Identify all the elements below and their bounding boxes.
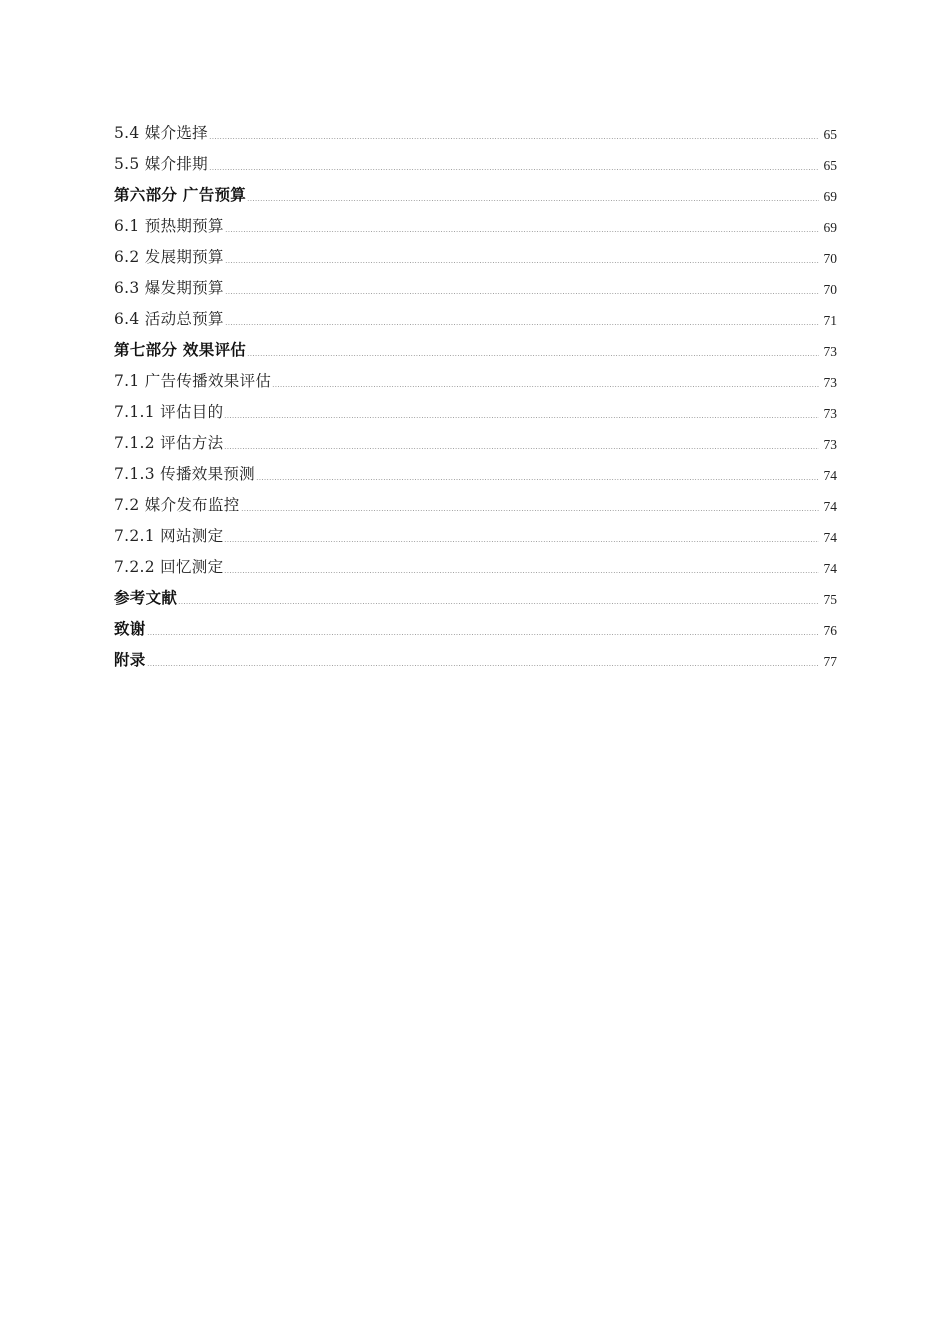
toc-entry-label: 7.2 媒介发布监控: [114, 496, 240, 514]
table-of-contents: [114, 115, 837, 673]
toc-entry-label: 7.1 广告传播效果评估: [114, 372, 272, 390]
toc-entry-label: 附录: [114, 651, 146, 669]
toc-entry[interactable]: [114, 239, 837, 270]
toc-page-number: 77: [823, 654, 837, 669]
toc-entry-label: 7.2.1 网站测定: [114, 527, 224, 545]
toc-entry[interactable]: [114, 363, 837, 394]
toc-entry[interactable]: [114, 487, 837, 518]
toc-entry-label: 7.2.2 回忆测定: [114, 558, 224, 576]
toc-entry-label: 7.1.2 评估方法: [114, 434, 224, 452]
toc-dot-leader: [225, 231, 819, 232]
toc-page-number: 69: [823, 220, 837, 235]
toc-entry-label: 5.4 媒介选择: [114, 124, 208, 142]
toc-page-number: 75: [823, 592, 837, 607]
toc-entry[interactable]: [114, 456, 837, 487]
toc-page-number: 70: [823, 251, 837, 266]
toc-entry-label: 7.1.3 传播效果预测: [114, 465, 255, 483]
toc-entry[interactable]: [114, 115, 837, 146]
toc-part-heading[interactable]: [114, 611, 837, 642]
toc-part-heading[interactable]: [114, 642, 837, 673]
toc-entry[interactable]: [114, 301, 837, 332]
toc-page-number: 73: [823, 375, 837, 390]
toc-entry[interactable]: [114, 518, 837, 549]
toc-entry[interactable]: [114, 146, 837, 177]
toc-page-number: 70: [823, 282, 837, 297]
toc-entry-label: 第七部分 效果评估: [114, 341, 247, 359]
toc-dot-leader: [272, 386, 819, 387]
toc-dot-leader: [256, 479, 819, 480]
toc-dot-leader: [241, 510, 819, 511]
toc-dot-leader: [224, 572, 819, 573]
toc-part-heading[interactable]: [114, 580, 837, 611]
toc-dot-leader: [225, 324, 819, 325]
toc-dot-leader: [225, 293, 819, 294]
toc-page-number: 65: [823, 158, 837, 173]
toc-page-number: 74: [823, 499, 837, 514]
toc-page-number: 73: [823, 406, 837, 421]
toc-dot-leader: [224, 417, 819, 418]
toc-entry[interactable]: [114, 270, 837, 301]
toc-entry-label: 致谢: [114, 620, 146, 638]
toc-entry[interactable]: [114, 425, 837, 456]
toc-page-number: 69: [823, 189, 837, 204]
toc-entry-label: 6.3 爆发期预算: [114, 279, 224, 297]
toc-part-heading[interactable]: [114, 177, 837, 208]
toc-entry-label: 6.4 活动总预算: [114, 310, 224, 328]
toc-entry[interactable]: [114, 208, 837, 239]
toc-dot-leader: [147, 634, 819, 635]
toc-dot-leader: [247, 355, 819, 356]
toc-entry-label: 6.2 发展期预算: [114, 248, 224, 266]
toc-dot-leader: [209, 138, 819, 139]
toc-dot-leader: [225, 262, 819, 263]
toc-entry[interactable]: [114, 549, 837, 580]
toc-page-number: 71: [823, 313, 837, 328]
toc-dot-leader: [247, 200, 819, 201]
toc-page-number: 74: [823, 561, 837, 576]
toc-entry-label: 6.1 预热期预算: [114, 217, 224, 235]
toc-dot-leader: [209, 169, 819, 170]
toc-dot-leader: [147, 665, 819, 666]
toc-entry-label: 5.5 媒介排期: [114, 155, 208, 173]
toc-entry[interactable]: [114, 394, 837, 425]
toc-entry-label: 7.1.1 评估目的: [114, 403, 224, 421]
toc-entry-label: 第六部分 广告预算: [114, 186, 247, 204]
toc-page-number: 74: [823, 468, 837, 483]
toc-dot-leader: [224, 448, 819, 449]
toc-dot-leader: [178, 603, 819, 604]
toc-dot-leader: [224, 541, 819, 542]
toc-page-number: 74: [823, 530, 837, 545]
toc-page-number: 73: [823, 344, 837, 359]
toc-entry-label: 参考文献: [114, 589, 178, 607]
toc-page-number: 73: [823, 437, 837, 452]
toc-part-heading[interactable]: [114, 332, 837, 363]
toc-page-number: 76: [823, 623, 837, 638]
toc-page-number: 65: [823, 127, 837, 142]
